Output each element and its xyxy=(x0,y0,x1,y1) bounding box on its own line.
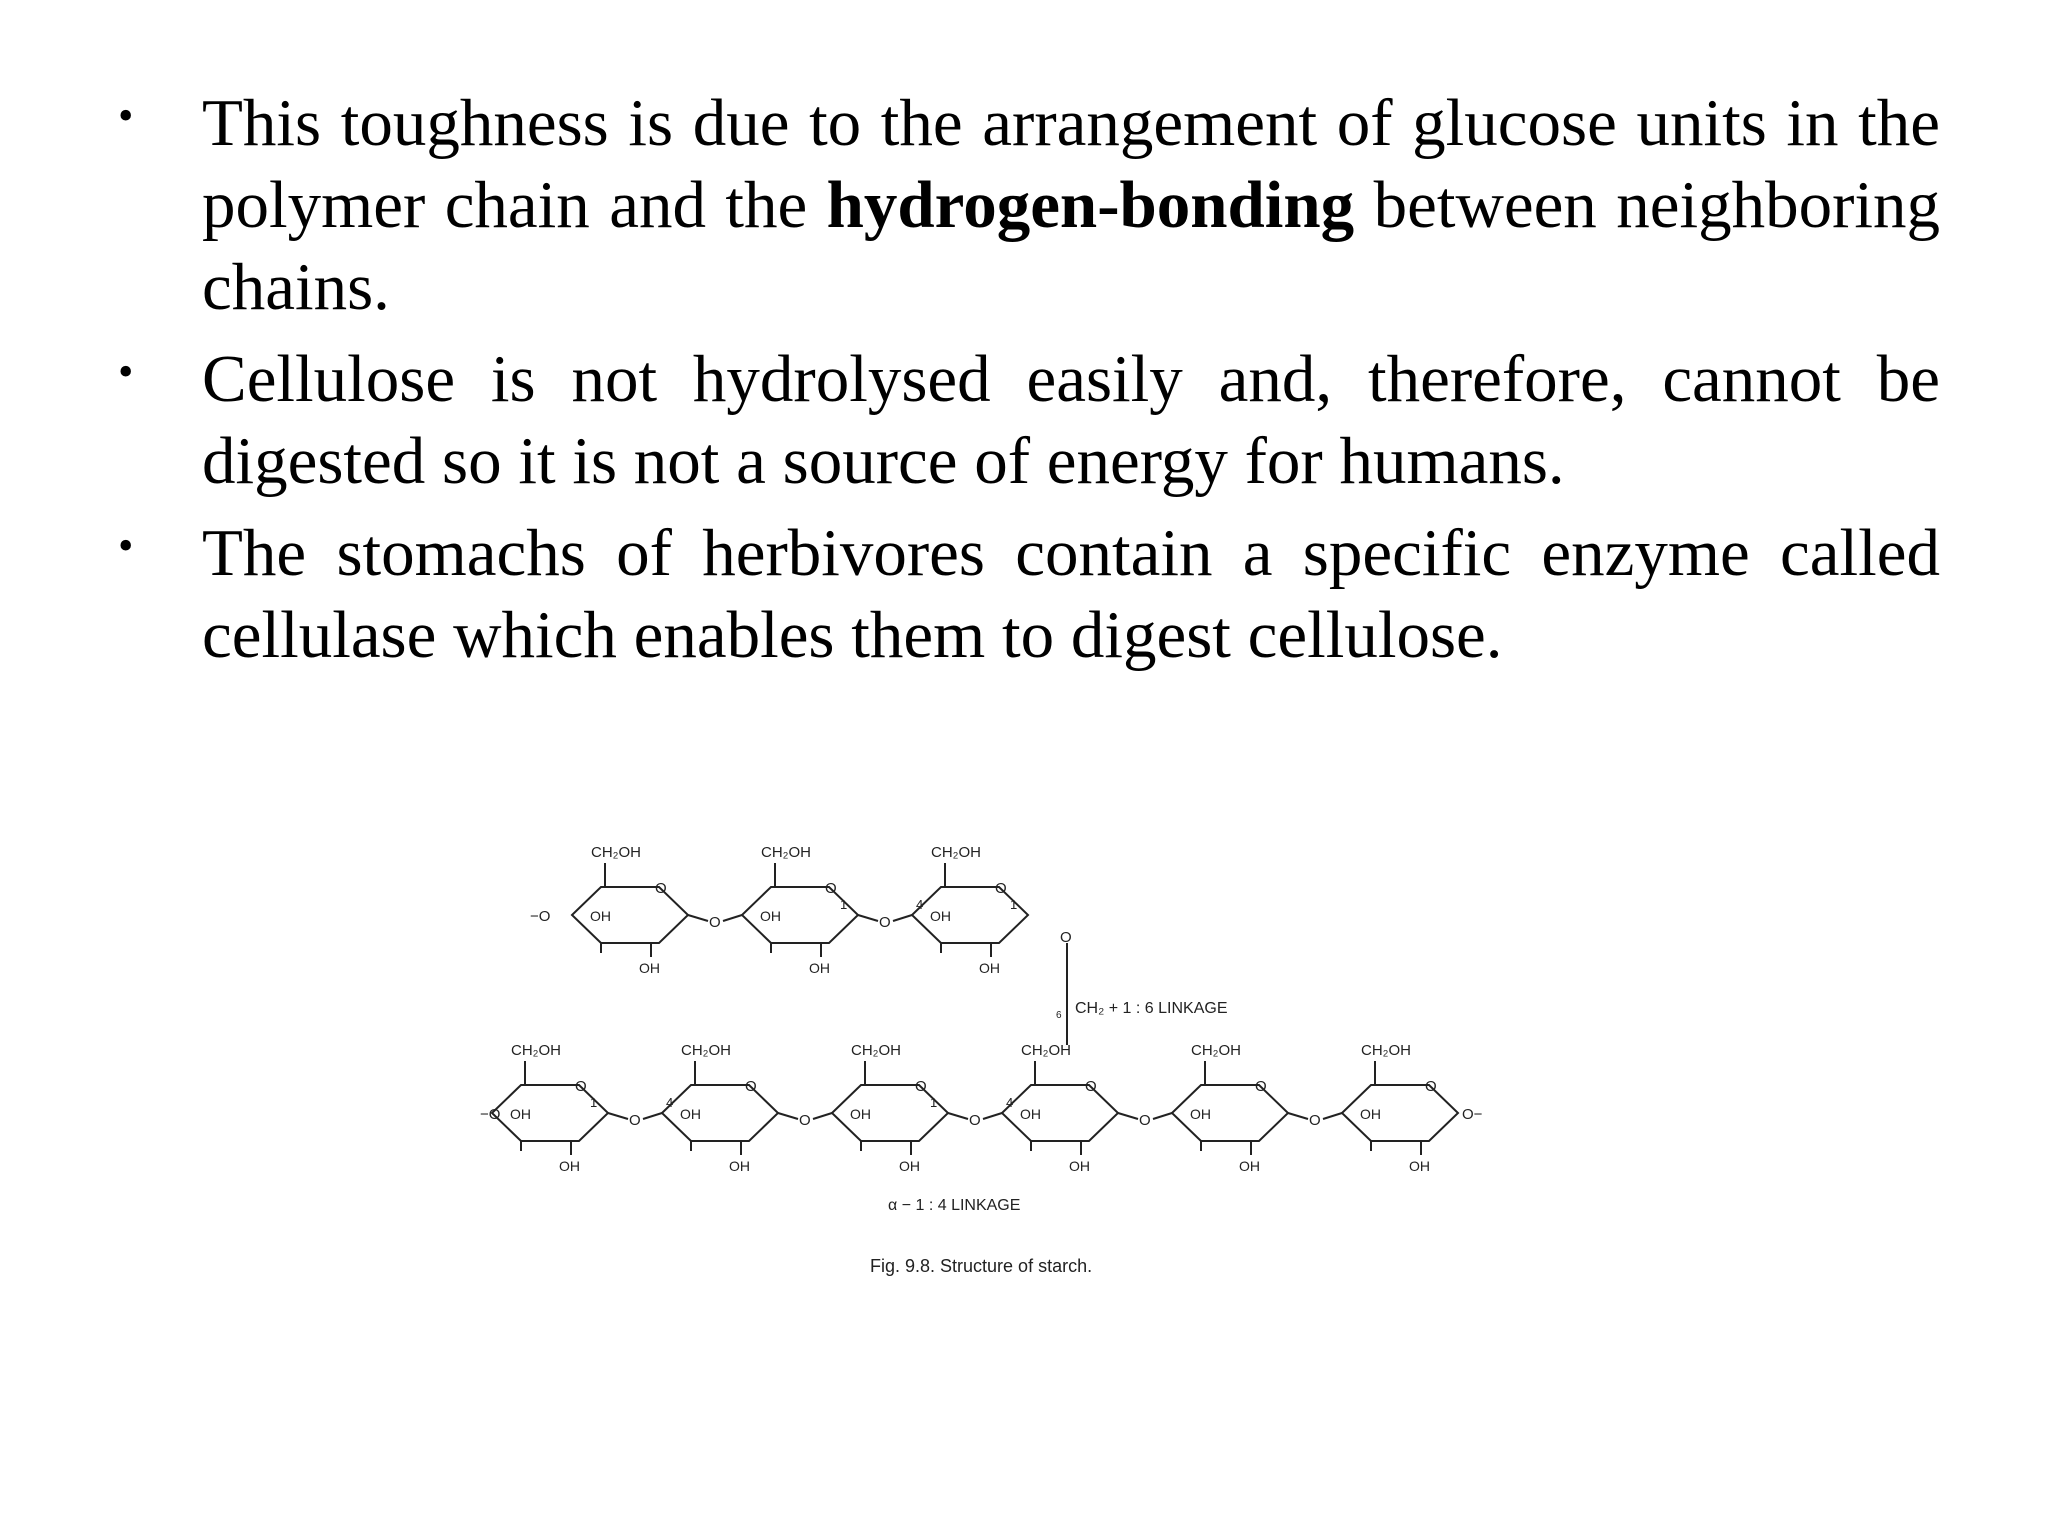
bullet-list xyxy=(118,82,1940,686)
glycosidic-bond xyxy=(983,1113,1002,1119)
bridge-oxygen-label: O xyxy=(799,1112,811,1129)
ch2oh-label: CH₂OH xyxy=(931,844,981,861)
sub-6-label: 6 xyxy=(1056,1010,1062,1021)
bullet-text-part: This toughness is due to the arrangement of glucose units in the polymer chain and the xyxy=(202,86,1940,242)
ch2oh-label: CH₂OH xyxy=(851,1042,901,1059)
glycosidic-bond xyxy=(1288,1113,1308,1119)
bullet-item xyxy=(118,338,1940,502)
carbon-1-label: 1 xyxy=(930,1095,938,1110)
oh-label: OH xyxy=(1239,1158,1260,1174)
starch-structure-figure xyxy=(480,820,1550,1300)
oh-label: OH xyxy=(760,908,781,924)
oh-label: OH xyxy=(680,1106,701,1122)
glycosidic-bond xyxy=(723,915,742,921)
oh-label: OH xyxy=(930,908,951,924)
bullet-text-part: between neighboring chains. xyxy=(202,168,1940,324)
oh-label: OH xyxy=(590,908,611,924)
oh-label: OH xyxy=(1360,1106,1381,1122)
oh-label: OH xyxy=(729,1158,750,1174)
bridge-oxygen-label: O xyxy=(1060,929,1072,946)
glycosidic-bond xyxy=(1323,1113,1342,1119)
glycosidic-bond xyxy=(778,1113,798,1119)
starch-diagram xyxy=(480,820,1550,1300)
bullet-dot: • xyxy=(118,91,134,140)
ring-oxygen-label: O xyxy=(995,880,1007,897)
ring-oxygen-label: O xyxy=(1255,1078,1267,1095)
oh-label: OH xyxy=(510,1106,531,1122)
ch2oh-label: CH₂OH xyxy=(511,1042,561,1059)
ch2oh-label: CH₂OH xyxy=(761,844,811,861)
ring-oxygen-label: O xyxy=(655,880,667,897)
bullet-dot: • xyxy=(118,347,134,396)
glycosidic-bond xyxy=(813,1113,832,1119)
ch2oh-label: CH₂OH xyxy=(1361,1042,1411,1059)
glycosidic-bond xyxy=(1118,1113,1138,1119)
carbon-1-label: 1 xyxy=(840,897,848,912)
ch2oh-label: CH₂OH xyxy=(591,844,641,861)
chain-end-right: O− xyxy=(1462,1106,1483,1123)
oh-label: OH xyxy=(809,960,830,976)
ch2oh-label: CH₂OH xyxy=(1191,1042,1241,1059)
glycosidic-bond xyxy=(608,1113,628,1119)
bullet-text xyxy=(202,82,1940,328)
carbon-4-label: 4 xyxy=(1006,1095,1014,1110)
bullet-text: The stomachs of herbivores contain a specific enzyme called cellulase which enables them to digest cellulose. xyxy=(202,516,1940,672)
ring-oxygen-label: O xyxy=(575,1078,587,1095)
chain-end-left: −O xyxy=(530,908,551,925)
ch2oh-label: CH₂OH xyxy=(1021,1042,1071,1059)
glycosidic-bond xyxy=(893,915,912,921)
ring-oxygen-label: O xyxy=(1085,1078,1097,1095)
bullet-item xyxy=(118,512,1940,676)
bridge-oxygen-label: O xyxy=(1139,1112,1151,1129)
bullet-text: Cellulose is not hydrolysed easily and, therefore, cannot be digested so it is not a source of energy for humans. xyxy=(202,342,1940,498)
oh-label: OH xyxy=(899,1158,920,1174)
oh-label: OH xyxy=(1069,1158,1090,1174)
oh-label: OH xyxy=(639,960,660,976)
carbon-1-label: 1 xyxy=(590,1095,598,1110)
oh-label: OH xyxy=(979,960,1000,976)
bridge-oxygen-label: O xyxy=(1309,1112,1321,1129)
glycosidic-bond xyxy=(858,915,878,921)
glucose-rings xyxy=(480,844,1483,1174)
linkage-14-label: α − 1 : 4 LINKAGE xyxy=(888,1197,1021,1214)
ring-oxygen-label: O xyxy=(825,880,837,897)
ring-oxygen-label: O xyxy=(745,1078,757,1095)
linkage-16-label: CH₂ + 1 : 6 LINKAGE xyxy=(1075,1000,1228,1017)
bullet-item xyxy=(118,82,1940,328)
ch2oh-label: CH₂OH xyxy=(681,1042,731,1059)
oh-label: OH xyxy=(1409,1158,1430,1174)
oh-label: OH xyxy=(559,1158,580,1174)
ring-oxygen-label: O xyxy=(915,1078,927,1095)
ring-oxygen-label: O xyxy=(1425,1078,1437,1095)
glycosidic-bond xyxy=(643,1113,662,1119)
bridge-oxygen-label: O xyxy=(879,914,891,931)
oh-label: OH xyxy=(850,1106,871,1122)
glycosidic-bond xyxy=(948,1113,968,1119)
carbon-4-label: 4 xyxy=(916,897,924,912)
bullet-dot: • xyxy=(118,521,134,570)
glycosidic-bond xyxy=(1153,1113,1172,1119)
oh-label: OH xyxy=(1190,1106,1211,1122)
bridge-oxygen-label: O xyxy=(969,1112,981,1129)
figure-caption: Fig. 9.8. Structure of starch. xyxy=(870,1256,1093,1276)
oh-label: OH xyxy=(1020,1106,1041,1122)
carbon-4-label: 4 xyxy=(666,1095,674,1110)
bold-term: hydrogen-bonding xyxy=(826,168,1355,242)
bridge-oxygen-label: O xyxy=(629,1112,641,1129)
chain-end-left: −O xyxy=(480,1106,501,1123)
glycosidic-bond xyxy=(688,915,708,921)
bridge-oxygen-label: O xyxy=(709,914,721,931)
carbon-1-label: 1 xyxy=(1010,897,1018,912)
